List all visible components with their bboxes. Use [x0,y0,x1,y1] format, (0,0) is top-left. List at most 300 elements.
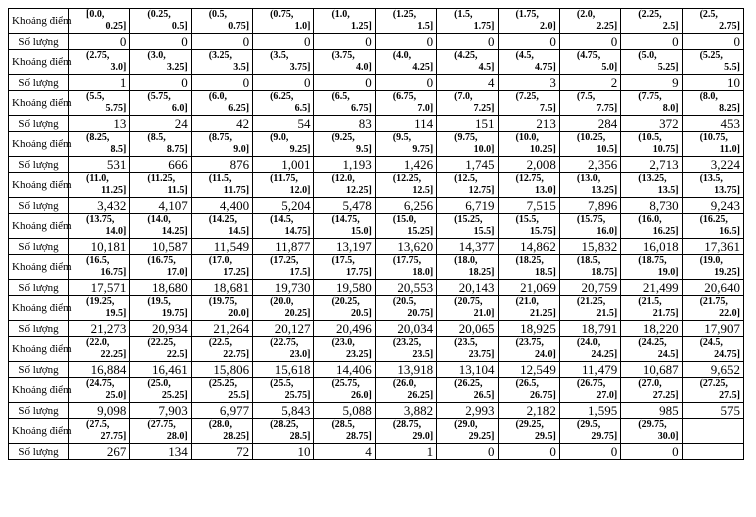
range-upper-bound: 6.25] [228,103,250,114]
count-cell: 1,745 [437,157,498,173]
range-lower-bound: [0.0, [86,9,105,20]
count-cell: 11,549 [191,239,252,255]
range-upper-bound: 25.75] [284,390,311,401]
range-lower-bound: (20.25, [331,296,360,307]
range-row-label: Khoảng điểm [9,296,69,321]
score-range-cell [69,214,130,239]
range-lower-bound: (7.0, [454,91,473,102]
score-range-cell [375,419,436,444]
range-upper-bound: 0.5] [171,21,188,32]
range-lower-bound: (13.25, [638,173,667,184]
count-cell: 20,143 [437,280,498,296]
count-cell: 876 [191,157,252,173]
count-cell: 24 [130,116,191,132]
range-lower-bound: (26.75, [576,378,606,389]
count-cell: 17,907 [682,321,743,337]
count-cell: 9,243 [682,198,743,214]
range-lower-bound: (19.5, [147,296,171,307]
count-cell: 20,065 [437,321,498,337]
range-lower-bound: (2.5, [699,9,718,20]
count-row-label: Số lượng [9,321,69,337]
score-range-cell [559,378,620,403]
range-upper-bound: 2.25] [596,21,618,32]
range-upper-bound: 29.5] [535,431,556,442]
score-range-cell [130,50,191,75]
count-cell: 134 [130,444,191,460]
count-cell: 4,400 [191,198,252,214]
count-cell: 13,918 [375,362,436,378]
count-row-label: Số lượng [9,75,69,91]
count-cell: 8,730 [621,198,682,214]
score-range-cell [621,132,682,157]
count-cell: 20,127 [253,321,314,337]
range-lower-bound: (5.0, [638,50,657,61]
count-cell: 4,107 [130,198,191,214]
range-upper-bound: 23.75] [468,349,495,360]
count-cell: 9 [621,75,682,91]
range-row-label: Khoảng điểm [9,214,69,239]
range-upper-bound: 10.75] [652,144,679,155]
score-range-cell [253,419,314,444]
range-upper-bound: 18.5] [535,267,556,278]
score-range-cell [130,255,191,280]
score-range-cell [498,173,559,198]
score-range-cell [559,173,620,198]
range-upper-bound: 3.0] [110,62,127,73]
range-upper-bound: 21.0] [473,308,495,319]
range-upper-bound: 14.5] [228,226,250,237]
range-upper-bound: 11.25] [101,185,127,196]
range-upper-bound: 23.0] [289,349,311,360]
count-cell: 14,377 [437,239,498,255]
range-lower-bound: (3.5, [270,50,289,61]
count-cell: 13,104 [437,362,498,378]
score-range-cell [621,255,682,280]
score-range-cell [253,9,314,34]
range-upper-bound: 18.25] [468,267,495,278]
range-upper-bound: 6.0] [171,103,188,114]
range-upper-bound: 8.0] [662,103,679,114]
range-lower-bound: (28.75, [392,419,422,430]
count-cell: 11,479 [559,362,620,378]
score-range-cell [437,214,498,239]
score-range-cell [437,296,498,321]
count-cell: 4 [437,75,498,91]
range-upper-bound: 26.5] [473,390,495,401]
range-lower-bound: (7.75, [638,91,662,102]
range-upper-bound: 7.25] [473,103,495,114]
range-upper-bound: 25.25] [161,390,188,401]
count-row-label: Số lượng [9,403,69,419]
range-lower-bound: (17.75, [392,255,422,266]
range-upper-bound: 28.25] [223,431,250,442]
range-lower-bound: (26.0, [392,378,417,389]
score-range-cell [498,255,559,280]
count-cell: 9,098 [69,403,130,419]
range-row-label: Khoảng điểm [9,9,69,34]
range-row-label: Khoảng điểm [9,337,69,362]
range-lower-bound: (23.75, [515,337,544,348]
score-range-cell [191,91,252,116]
range-upper-bound: 0.75] [228,21,250,32]
count-cell: 0 [314,34,375,50]
count-cell: 18,791 [559,321,620,337]
range-upper-bound: 26.0] [350,390,372,401]
range-lower-bound: (21.5, [638,296,662,307]
score-range-cell [621,337,682,362]
score-range-cell [375,255,436,280]
count-cell: 0 [682,34,743,50]
range-lower-bound: (19.75, [208,296,238,307]
range-upper-bound: 2.0] [540,21,556,32]
count-cell: 21,264 [191,321,252,337]
count-cell: 0 [437,34,498,50]
count-cell: 18,680 [130,280,191,296]
range-upper-bound: 1.5] [417,21,434,32]
count-cell: 18,681 [191,280,252,296]
score-range-row [9,214,744,239]
score-range-cell [69,337,130,362]
range-lower-bound: (21.75, [699,296,728,307]
count-cell: 54 [253,116,314,132]
range-upper-bound: 14.75] [284,226,311,237]
range-upper-bound: 17.25] [223,267,250,278]
range-lower-bound: (20.5, [392,296,417,307]
range-lower-bound: (0.5, [208,9,228,20]
score-range-cell [375,9,436,34]
range-lower-bound: (4.0, [392,50,412,61]
score-range-cell [437,132,498,157]
range-lower-bound: (22.0, [86,337,110,348]
range-lower-bound: (25.75, [331,378,360,389]
range-lower-bound: (13.0, [576,173,601,184]
count-cell: 10,587 [130,239,191,255]
range-lower-bound: (6.75, [392,91,417,102]
range-row-label: Khoảng điểm [9,50,69,75]
score-range-cell [69,173,130,198]
score-range-cell [498,91,559,116]
range-lower-bound: (28.5, [331,419,355,430]
count-cell: 16,884 [69,362,130,378]
count-row [9,444,744,460]
range-upper-bound: 28.75] [345,431,372,442]
range-row-label: Khoảng điểm [9,255,69,280]
range-upper-bound: 22.25] [100,349,127,360]
range-lower-bound: (16.25, [699,214,728,225]
score-range-cell [191,337,252,362]
score-range-cell [559,419,620,444]
range-upper-bound: 3.25] [166,62,188,73]
score-range-cell [682,173,743,198]
range-upper-bound: 7.5] [540,103,556,114]
score-range-row [9,132,744,157]
score-range-cell [191,378,252,403]
score-range-cell [130,132,191,157]
range-lower-bound: (7.25, [515,91,539,102]
score-range-cell [682,91,743,116]
count-cell: 2,993 [437,403,498,419]
range-lower-bound: (24.25, [638,337,667,348]
count-cell: 14,862 [498,239,559,255]
score-range-cell [314,91,375,116]
count-cell: 531 [69,157,130,173]
count-cell: 267 [69,444,130,460]
count-cell: 20,640 [682,280,743,296]
range-lower-bound: (23.0, [331,337,355,348]
count-cell: 114 [375,116,436,132]
score-range-cell [375,50,436,75]
range-lower-bound: (10.25, [576,132,606,143]
score-range-cell [253,173,314,198]
range-upper-bound: 29.25] [468,431,495,442]
range-lower-bound: (1.75, [515,9,539,20]
score-range-cell [375,173,436,198]
score-range-cell [559,214,620,239]
score-range-cell [253,337,314,362]
range-lower-bound: (1.0, [331,9,350,20]
count-cell: 14,406 [314,362,375,378]
count-cell: 0 [498,444,559,460]
range-upper-bound: 16.0] [596,226,618,237]
range-upper-bound: 24.25] [591,349,618,360]
score-range-cell [375,214,436,239]
range-upper-bound: 27.0] [596,390,618,401]
count-cell: 20,553 [375,280,436,296]
count-cell: 3,224 [682,157,743,173]
score-range-cell [191,255,252,280]
count-cell: 10 [682,75,743,91]
range-row-label: Khoảng điểm [9,419,69,444]
range-upper-bound: 5.5] [724,62,740,73]
count-row-label: Số lượng [9,157,69,173]
count-cell: 5,478 [314,198,375,214]
count-cell: 9,652 [682,362,743,378]
range-lower-bound: (10.5, [638,132,662,143]
count-row [9,157,744,173]
range-upper-bound: 7.75] [596,103,618,114]
range-upper-bound: 30.0] [657,431,679,442]
score-range-cell [621,50,682,75]
count-cell: 4 [314,444,375,460]
range-upper-bound: 14.0] [105,226,127,237]
count-cell: 1,001 [253,157,314,173]
score-range-cell [682,296,743,321]
range-upper-bound: 12.5] [412,185,434,196]
range-lower-bound: (16.5, [86,255,110,266]
range-lower-bound: (8.0, [699,91,718,102]
count-row [9,403,744,419]
range-lower-bound: (10.0, [515,132,539,143]
range-lower-bound: (25.25, [208,378,238,389]
count-row-label: Số lượng [9,280,69,296]
range-upper-bound: 26.25] [407,390,434,401]
score-range-cell [69,378,130,403]
score-range-cell [498,9,559,34]
score-range-cell [682,378,743,403]
count-row [9,239,744,255]
score-range-cell [69,91,130,116]
score-range-row [9,91,744,116]
count-cell: 666 [130,157,191,173]
score-range-cell [130,419,191,444]
range-upper-bound: 19.5] [105,308,127,319]
score-range-cell [191,132,252,157]
range-lower-bound: (4.25, [454,50,478,61]
range-upper-bound: 19.25] [714,267,740,278]
range-lower-bound: (4.5, [515,50,534,61]
range-lower-bound: (27.75, [147,419,176,430]
range-upper-bound: 15.0] [350,226,372,237]
score-range-cell [253,296,314,321]
count-cell: 13,197 [314,239,375,255]
count-cell: 453 [682,116,743,132]
range-upper-bound: 13.0] [535,185,556,196]
range-lower-bound: (12.75, [515,173,544,184]
range-upper-bound: 10.0] [473,144,495,155]
range-lower-bound: (18.5, [576,255,601,266]
range-upper-bound: 9.5] [355,144,372,155]
range-lower-bound: (9.0, [270,132,289,143]
count-row [9,116,744,132]
range-upper-bound: 17.75] [345,267,372,278]
count-cell: 0 [191,75,252,91]
range-lower-bound: (17.5, [331,255,355,266]
range-lower-bound: (18.25, [515,255,544,266]
score-range-cell [498,132,559,157]
score-range-cell [682,50,743,75]
count-cell: 151 [437,116,498,132]
range-upper-bound: 23.25] [345,349,372,360]
count-row [9,34,744,50]
range-upper-bound: 15.75] [530,226,556,237]
count-row-label: Số lượng [9,362,69,378]
range-upper-bound: 13.25] [591,185,618,196]
score-range-cell [130,173,191,198]
score-range-cell [621,9,682,34]
range-upper-bound: 11.75] [223,185,250,196]
score-range-cell [314,50,375,75]
range-lower-bound: (29.5, [576,419,601,430]
score-range-cell [375,296,436,321]
count-cell: 72 [191,444,252,460]
score-range-cell [682,337,743,362]
range-upper-bound: 0.25] [105,21,127,32]
range-lower-bound: (11.0, [86,173,109,184]
range-lower-bound: (13.75, [86,214,115,225]
score-range-cell [437,91,498,116]
score-range-cell [191,173,252,198]
range-lower-bound: (1.5, [454,9,473,20]
range-lower-bound: (26.25, [454,378,483,389]
score-range-cell [69,50,130,75]
count-cell: 213 [498,116,559,132]
score-range-cell [130,9,191,34]
range-upper-bound: 27.5] [719,390,740,401]
range-lower-bound: (6.25, [270,91,294,102]
range-lower-bound: (2.75, [86,50,110,61]
range-lower-bound: (11.25, [147,173,176,184]
count-cell: 0 [621,444,682,460]
range-lower-bound: (16.0, [638,214,662,225]
count-cell: 15,832 [559,239,620,255]
count-cell: 7,903 [130,403,191,419]
count-cell: 21,499 [621,280,682,296]
score-range-cell [437,378,498,403]
score-range-cell [559,91,620,116]
range-upper-bound: 20.0] [228,308,250,319]
score-range-cell [130,214,191,239]
range-lower-bound: (20.75, [454,296,483,307]
count-cell: 6,719 [437,198,498,214]
range-lower-bound: (27.0, [638,378,662,389]
range-upper-bound: 25.5] [228,390,250,401]
range-upper-bound: 6.75] [350,103,372,114]
range-upper-bound: 28.0] [166,431,188,442]
score-range-cell [621,419,682,444]
range-row-label: Khoảng điểm [9,378,69,403]
count-cell: 0 [437,444,498,460]
range-lower-bound: (15.75, [576,214,606,225]
range-lower-bound: (13.5, [699,173,723,184]
score-range-cell [191,419,252,444]
count-row [9,75,744,91]
range-lower-bound: (2.25, [638,9,662,20]
score-range-cell [437,173,498,198]
score-range-cell [314,337,375,362]
count-row-label: Số lượng [9,444,69,460]
range-upper-bound: 1.25] [350,21,372,32]
count-cell: 20,496 [314,321,375,337]
range-upper-bound: 21.25] [530,308,556,319]
range-upper-bound: 19.75] [161,308,188,319]
score-range-cell [69,419,130,444]
count-cell: 0 [69,34,130,50]
range-lower-bound: (9.75, [454,132,478,143]
score-range-cell [130,378,191,403]
count-cell: 0 [253,75,314,91]
range-lower-bound: (12.0, [331,173,355,184]
range-upper-bound: 20.5] [350,308,372,319]
score-range-cell [253,378,314,403]
range-upper-bound: 12.25] [345,185,372,196]
range-lower-bound: (24.75, [86,378,115,389]
count-row-label: Số lượng [9,34,69,50]
range-upper-bound: 5.25] [657,62,679,73]
range-upper-bound: 12.0] [289,185,311,196]
range-upper-bound: 22.75] [223,349,250,360]
count-cell: 372 [621,116,682,132]
range-lower-bound: (0.25, [147,9,171,20]
score-range-row [9,9,744,34]
range-upper-bound: 4.0] [355,62,372,73]
range-upper-bound: 11.5] [167,185,188,196]
count-row [9,198,744,214]
count-cell: 11,877 [253,239,314,255]
score-range-cell [253,214,314,239]
count-cell: 0 [130,34,191,50]
range-upper-bound: 16.5] [719,226,740,237]
count-cell: 0 [314,75,375,91]
range-upper-bound: 14.25] [161,226,188,237]
score-range-cell [437,50,498,75]
score-range-cell [621,91,682,116]
range-lower-bound: (15.0, [392,214,417,225]
count-row [9,321,744,337]
count-cell: 0 [130,75,191,91]
range-lower-bound: (7.5, [576,91,596,102]
range-upper-bound: 18.75] [591,267,618,278]
count-cell: 13 [69,116,130,132]
